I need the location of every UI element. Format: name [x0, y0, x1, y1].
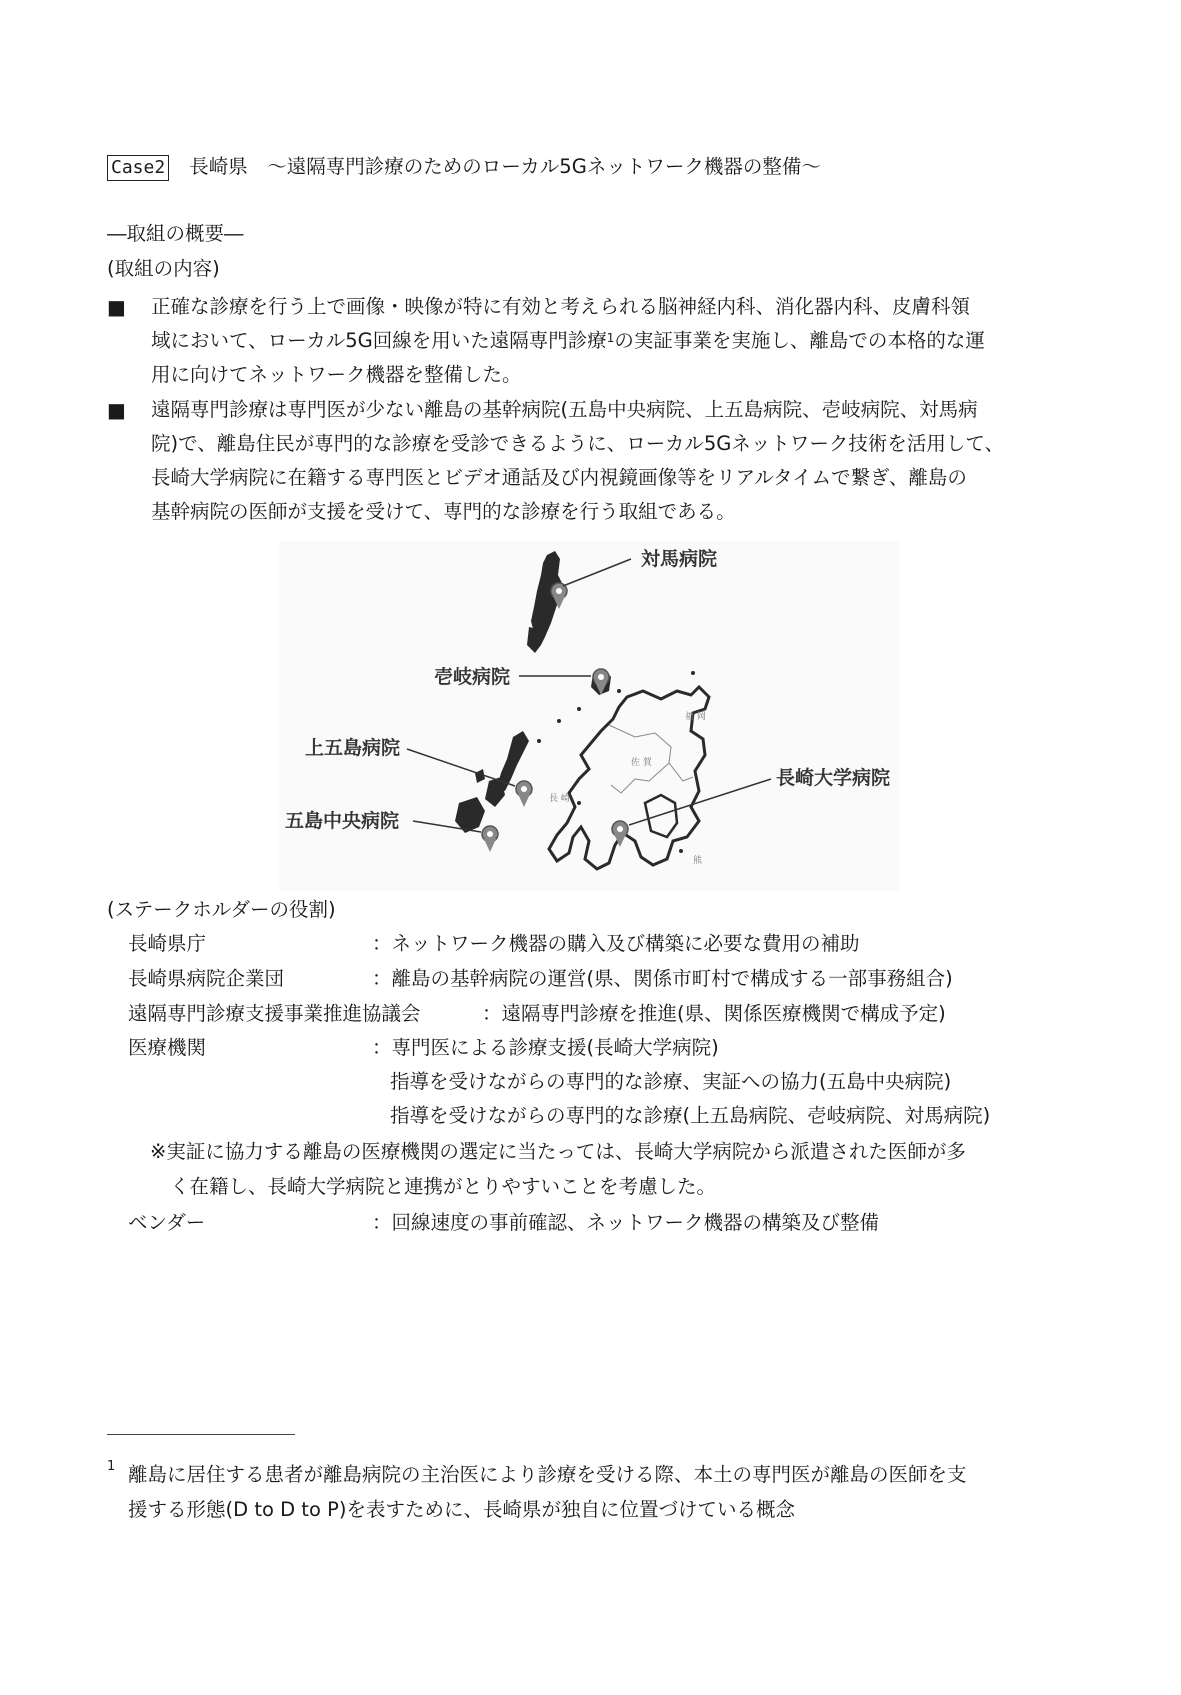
stakeholder-role: ：ネットワーク機器の購入及び構築に必要な費用の補助	[372, 932, 860, 955]
bullet-2-line-4: 基幹病院の医師が支援を受けて、専門的な診療を行う取組である。	[151, 500, 736, 523]
case-title	[107, 155, 821, 181]
nagasaki-univ-pin	[612, 821, 628, 847]
footnote-ref: 1	[606, 331, 615, 345]
stakeholder-name: 遠隔専門診療支援事業推進協議会	[128, 1002, 421, 1025]
bullet-mark: ■	[107, 295, 126, 319]
section-heading: ―取組の概要―	[107, 222, 244, 245]
prefecture-border-2	[669, 763, 693, 781]
bullet-2-line-3: 長崎大学病院に在籍する専門医とビデオ通話及び内視鏡画像等をリアルタイムで繋ぎ、離島の	[151, 466, 967, 489]
bullet-1-line-3: 用に向けてネットワーク機器を整備した。	[151, 363, 522, 386]
bullet-1-line-1: 正確な診療を行う上で画像・映像が特に有効と考えられる脳神経内科、消化器内科、皮膚科領	[151, 295, 971, 318]
fukuoka-label: 福 岡	[685, 712, 706, 722]
kumamoto-label: 熊	[693, 856, 703, 866]
medical-extra-2: 指導を受けながらの専門的な診療(上五島病院、壱岐病院、対馬病院)	[390, 1104, 991, 1127]
goto-chuo-pin	[482, 826, 498, 852]
stakeholder-name: 長崎県庁	[128, 932, 207, 955]
kamigoto-label: 上五島病院	[305, 737, 401, 759]
bullet-mark: ■	[107, 398, 126, 422]
section-sub-heading: (取組の内容)	[107, 257, 220, 280]
kamigoto-pin	[516, 781, 532, 807]
stakeholder-note-2: く在籍し、長崎大学病院と連携がとりやすいことを考慮した。	[170, 1175, 717, 1198]
medical-extra-1: 指導を受けながらの専門的な診療、実証への協力(五島中央病院)	[390, 1070, 952, 1093]
stakeholder-role: ：専門医による診療支援(長崎大学病院)	[372, 1036, 719, 1059]
footnote-rule	[107, 1434, 295, 1435]
footnote-number: 1	[107, 1459, 116, 1474]
stakeholder-role: ：回線速度の事前確認、ネットワーク機器の構築及び整備	[372, 1211, 880, 1234]
nagasaki-label: 長 崎	[549, 794, 570, 804]
iki-label: 壱岐病院	[434, 666, 511, 688]
stakeholders-heading: (ステークホルダーの役割)	[107, 898, 336, 921]
page-title: 長崎県 ～遠隔専門診療のためのローカル5Gネットワーク機器の整備～	[189, 155, 821, 178]
stakeholder-note-1: ※実証に協力する離島の医療機関の選定に当たっては、長崎大学病院から派遣された医師が多	[150, 1140, 966, 1163]
saga-label: 佐 賀	[631, 758, 652, 768]
bullet-2-line-2: 院)で、離島住民が専門的な診療を受診できるように、ローカル5Gネットワーク技術を活用して、	[151, 432, 1004, 455]
footnote-line-1: 離島に居住する患者が離島病院の主治医により診療を受ける際、本土の専門医が離島の医師を支	[128, 1463, 967, 1486]
goto-chuo-label: 五島中央病院	[285, 810, 400, 832]
nagasaki-map	[279, 541, 900, 891]
stakeholder-name: 長崎県病院企業団	[128, 967, 285, 990]
stakeholder-role: ：遠隔専門診療を推進(県、関係医療機関で構成予定)	[482, 1002, 946, 1025]
shimabara	[645, 795, 677, 837]
bullet-1-line-2: 域において、ローカル5G回線を用いた遠隔専門診療$^1$の実証事業を実施し、離島での本格的な運	[151, 329, 985, 352]
tsushima-label: 対馬病院	[641, 548, 718, 570]
stakeholder-role: ：離島の基幹病院の運営(県、関係市町村で構成する一部事務組合)	[372, 967, 953, 990]
bullet-2-line-1: 遠隔専門診療は専門医が少ない離島の基幹病院(五島中央病院、上五島病院、壱岐病院、対馬病	[151, 398, 978, 421]
footnote-line-2: 援する形態(D to D to P)を表すために、長崎県が独自に位置づけている概念	[128, 1498, 795, 1521]
stakeholder-name: ベンダー	[128, 1211, 206, 1234]
case-tag: Case2	[107, 155, 169, 181]
nagasaki-univ-label: 長崎大学病院	[776, 767, 891, 789]
goto-islands-south	[455, 797, 485, 833]
stakeholder-name: 医療機関	[128, 1036, 207, 1059]
